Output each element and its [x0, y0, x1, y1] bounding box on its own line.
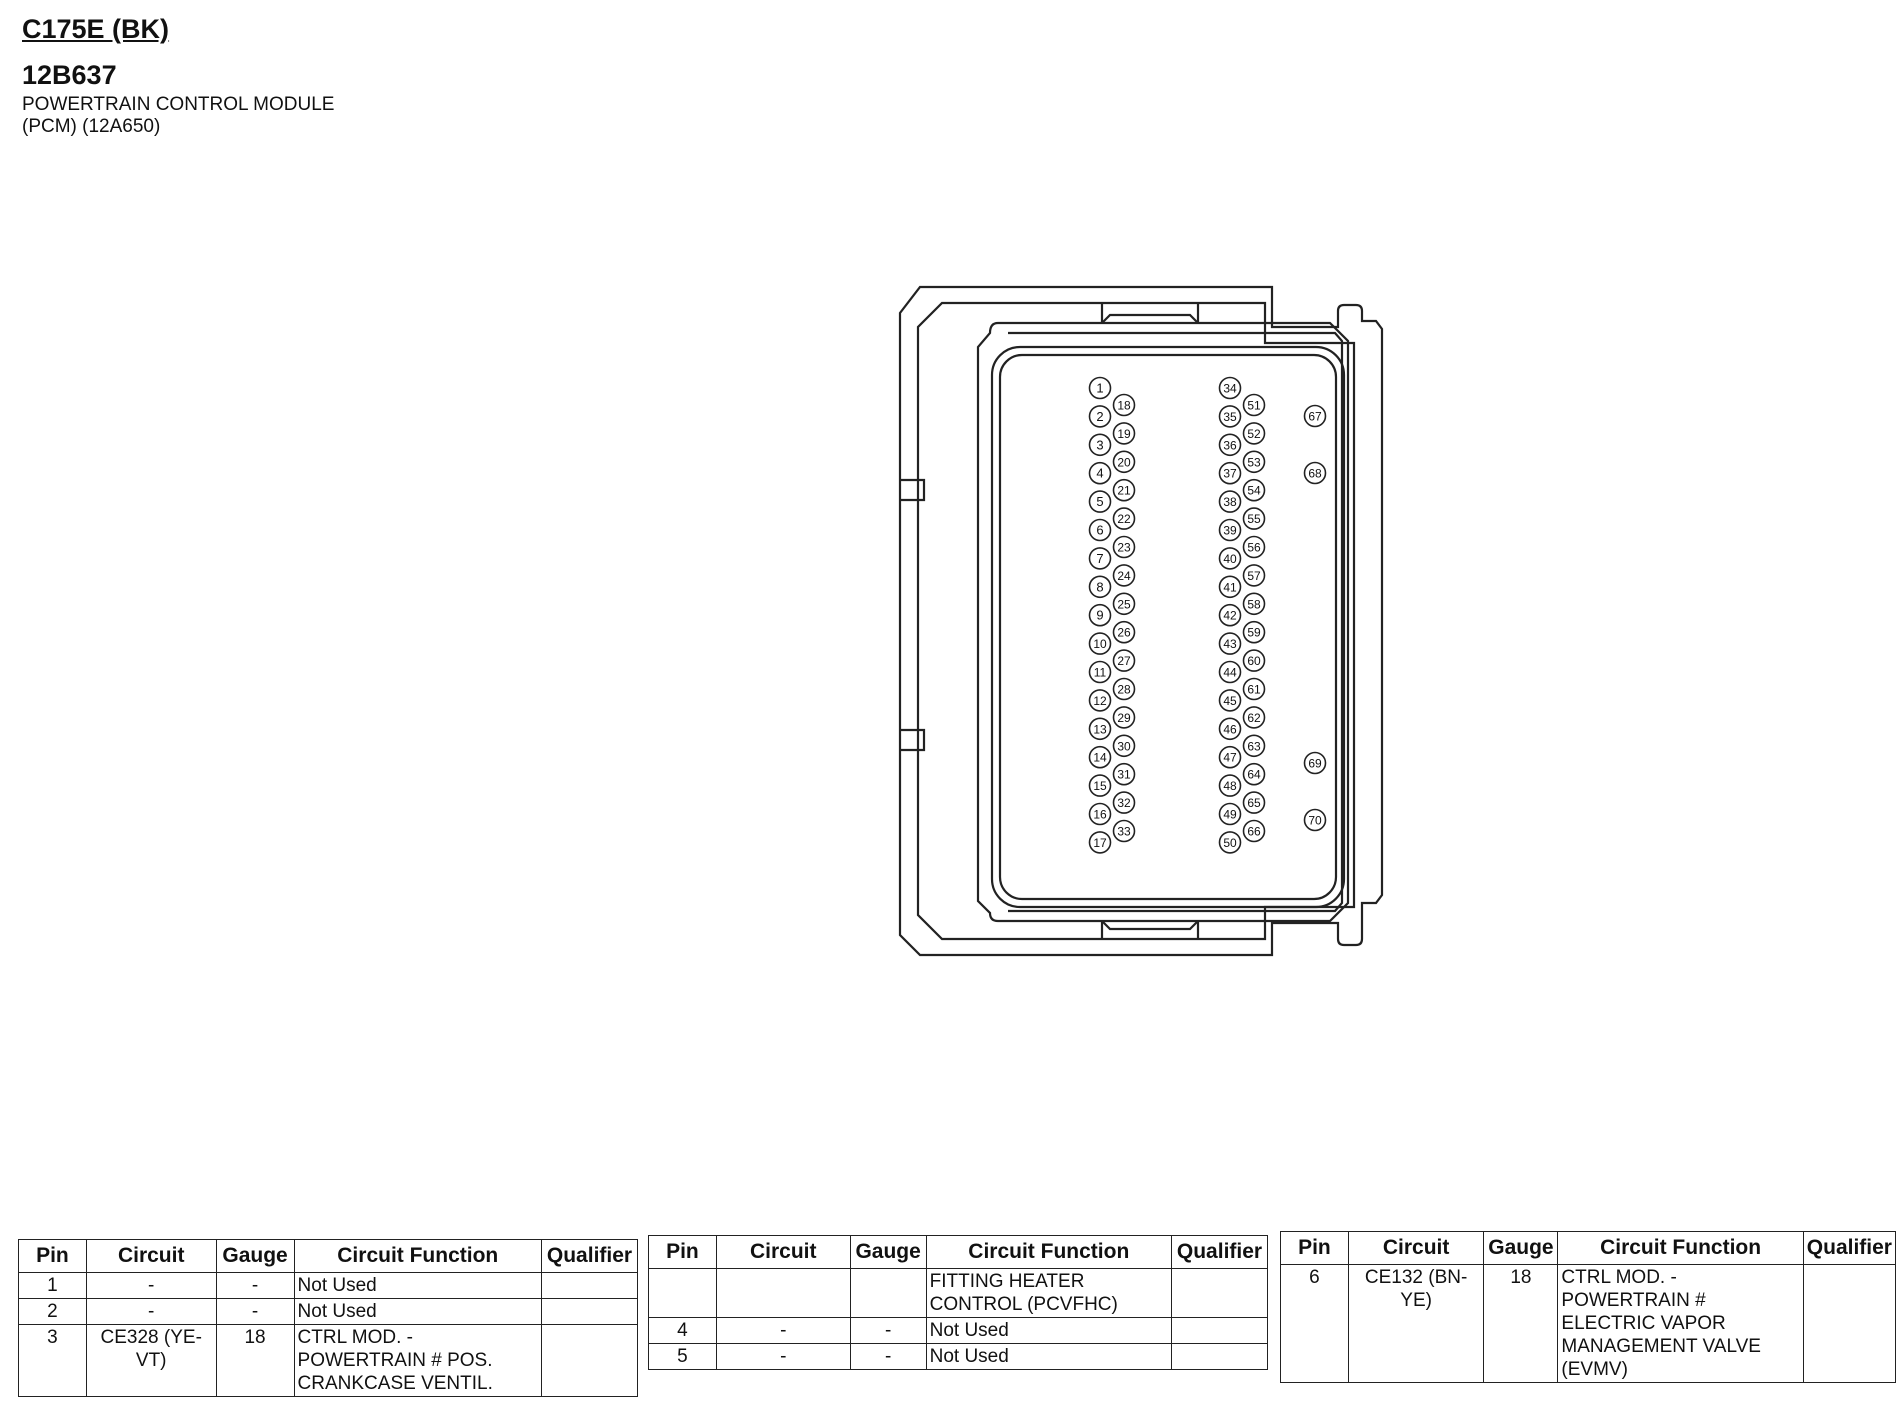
cell-pin: 3 — [19, 1325, 87, 1397]
description-line-2: (PCM) (12A650) — [22, 116, 161, 137]
svg-text:15: 15 — [1093, 779, 1107, 794]
svg-text:25: 25 — [1117, 597, 1131, 612]
svg-text:23: 23 — [1117, 540, 1131, 555]
table-header-row — [19, 1240, 638, 1273]
pin-34 — [1220, 378, 1241, 399]
svg-text:12: 12 — [1093, 693, 1107, 708]
header-qualifier: Qualifier — [1803, 1232, 1895, 1265]
svg-text:22: 22 — [1117, 512, 1131, 527]
cell-circuit — [716, 1269, 850, 1318]
cell-pin: 5 — [649, 1344, 717, 1370]
pin-45 — [1220, 690, 1241, 711]
pin-28 — [1114, 679, 1135, 700]
pin-68 — [1305, 463, 1326, 484]
header-circuit-function: Circuit Function — [926, 1236, 1171, 1269]
header-circuit: Circuit — [1348, 1232, 1484, 1265]
cell-circuit: - — [86, 1299, 216, 1325]
pin-1 — [1090, 378, 1111, 399]
header-gauge: Gauge — [850, 1236, 926, 1269]
cell-gauge — [850, 1269, 926, 1318]
svg-text:45: 45 — [1223, 693, 1237, 708]
pin-38 — [1220, 491, 1241, 512]
svg-text:28: 28 — [1117, 682, 1131, 697]
cell-function: CTRL MOD. - POWERTRAIN # POS. CRANKCASE VENTIL. — [294, 1325, 541, 1397]
cell-qualifier — [1172, 1344, 1268, 1370]
pin-44 — [1220, 662, 1241, 683]
svg-text:37: 37 — [1223, 466, 1237, 481]
pin-48 — [1220, 775, 1241, 796]
svg-text:13: 13 — [1093, 722, 1107, 737]
svg-text:57: 57 — [1247, 568, 1261, 583]
table-header-row — [649, 1236, 1268, 1269]
connector-face-diagram — [880, 275, 1400, 980]
pin-7 — [1090, 548, 1111, 569]
svg-text:32: 32 — [1117, 796, 1131, 811]
pin-table-2 — [648, 1235, 1268, 1370]
pin-36 — [1220, 434, 1241, 455]
cell-pin: 1 — [19, 1273, 87, 1299]
svg-text:19: 19 — [1117, 426, 1131, 441]
svg-text:70: 70 — [1308, 813, 1322, 828]
pin-22 — [1114, 508, 1135, 529]
table-row — [649, 1318, 1268, 1344]
pin-18 — [1114, 395, 1135, 416]
cell-gauge: 18 — [1484, 1265, 1558, 1383]
pin-16 — [1090, 804, 1111, 825]
pin-58 — [1244, 593, 1265, 614]
pin-60 — [1244, 650, 1265, 671]
header-circuit-function: Circuit Function — [1558, 1232, 1803, 1265]
pin-39 — [1220, 520, 1241, 541]
svg-text:14: 14 — [1093, 750, 1107, 765]
pin-69 — [1305, 753, 1326, 774]
table-row — [649, 1269, 1268, 1318]
svg-text:18: 18 — [1117, 398, 1131, 413]
svg-text:51: 51 — [1247, 398, 1261, 413]
header-pin: Pin — [19, 1240, 87, 1273]
pin-3 — [1090, 434, 1111, 455]
svg-text:65: 65 — [1247, 796, 1261, 811]
pin-51 — [1244, 395, 1265, 416]
svg-text:42: 42 — [1223, 608, 1237, 623]
svg-text:24: 24 — [1117, 568, 1131, 583]
pin-table-3 — [1280, 1231, 1896, 1383]
svg-text:30: 30 — [1117, 739, 1131, 754]
cell-qualifier — [1803, 1265, 1895, 1383]
svg-text:66: 66 — [1247, 824, 1261, 839]
connector-outline — [900, 287, 1382, 955]
table-header-row — [1281, 1232, 1896, 1265]
pin-15 — [1090, 775, 1111, 796]
svg-text:48: 48 — [1223, 779, 1237, 794]
cell-gauge: - — [850, 1318, 926, 1344]
cell-qualifier — [542, 1299, 638, 1325]
pin-46 — [1220, 718, 1241, 739]
pin-27 — [1114, 650, 1135, 671]
pin-65 — [1244, 792, 1265, 813]
pin-21 — [1114, 480, 1135, 501]
svg-text:58: 58 — [1247, 597, 1261, 612]
svg-text:35: 35 — [1223, 409, 1237, 424]
svg-text:21: 21 — [1117, 483, 1131, 498]
pin-67 — [1305, 406, 1326, 427]
cell-gauge: - — [850, 1344, 926, 1370]
table-row — [649, 1344, 1268, 1370]
part-number: 12B637 — [22, 60, 117, 90]
svg-text:33: 33 — [1117, 824, 1131, 839]
svg-text:40: 40 — [1223, 551, 1237, 566]
svg-text:9: 9 — [1096, 607, 1104, 623]
pin-62 — [1244, 707, 1265, 728]
svg-text:50: 50 — [1223, 835, 1237, 850]
pin-54 — [1244, 480, 1265, 501]
pin-10 — [1090, 633, 1111, 654]
svg-text:39: 39 — [1223, 523, 1237, 538]
svg-text:3: 3 — [1096, 437, 1104, 453]
cell-pin: 6 — [1281, 1265, 1349, 1383]
cell-qualifier — [1172, 1269, 1268, 1318]
svg-text:6: 6 — [1096, 522, 1104, 538]
cell-function: Not Used — [926, 1344, 1171, 1370]
svg-text:20: 20 — [1117, 455, 1131, 470]
pin-5 — [1090, 491, 1111, 512]
svg-text:4: 4 — [1096, 465, 1104, 481]
pin-9 — [1090, 605, 1111, 626]
svg-text:61: 61 — [1247, 682, 1261, 697]
header-gauge: Gauge — [1484, 1232, 1558, 1265]
svg-text:26: 26 — [1117, 625, 1131, 640]
pin-57 — [1244, 565, 1265, 586]
pin-25 — [1114, 593, 1135, 614]
pin-61 — [1244, 679, 1265, 700]
cell-qualifier — [1172, 1318, 1268, 1344]
cell-circuit: - — [716, 1318, 850, 1344]
svg-text:62: 62 — [1247, 710, 1261, 725]
svg-text:64: 64 — [1247, 767, 1261, 782]
cell-circuit: CE132 (BN-YE) — [1348, 1265, 1484, 1383]
svg-text:41: 41 — [1223, 580, 1237, 595]
svg-text:34: 34 — [1223, 381, 1237, 396]
pin-64 — [1244, 764, 1265, 785]
connector-id: C175E (BK) — [22, 14, 170, 44]
header-circuit: Circuit — [86, 1240, 216, 1273]
pin-47 — [1220, 747, 1241, 768]
svg-text:8: 8 — [1096, 579, 1104, 595]
table-row — [19, 1325, 638, 1397]
cell-function: Not Used — [294, 1299, 541, 1325]
cell-qualifier — [542, 1273, 638, 1299]
cell-pin: 2 — [19, 1299, 87, 1325]
svg-text:54: 54 — [1247, 483, 1261, 498]
svg-text:2: 2 — [1096, 408, 1104, 424]
svg-text:11: 11 — [1093, 665, 1107, 680]
pin-59 — [1244, 622, 1265, 643]
pin-12 — [1090, 690, 1111, 711]
cell-qualifier — [542, 1325, 638, 1397]
header-qualifier: Qualifier — [1172, 1236, 1268, 1269]
header-pin: Pin — [649, 1236, 717, 1269]
pin-29 — [1114, 707, 1135, 728]
table-row — [1281, 1265, 1896, 1383]
svg-text:5: 5 — [1096, 494, 1104, 510]
pin-70 — [1305, 810, 1326, 831]
svg-text:27: 27 — [1117, 654, 1131, 669]
pin-8 — [1090, 576, 1111, 597]
cell-gauge: - — [216, 1273, 294, 1299]
svg-text:63: 63 — [1247, 739, 1261, 754]
svg-text:1: 1 — [1096, 380, 1104, 396]
svg-text:56: 56 — [1247, 540, 1261, 555]
pin-50 — [1220, 832, 1241, 853]
svg-text:17: 17 — [1093, 835, 1107, 850]
cell-gauge: - — [216, 1299, 294, 1325]
svg-text:59: 59 — [1247, 625, 1261, 640]
svg-text:49: 49 — [1223, 807, 1237, 822]
pin-11 — [1090, 662, 1111, 683]
pin-41 — [1220, 576, 1241, 597]
pin-20 — [1114, 451, 1135, 472]
svg-text:60: 60 — [1247, 654, 1261, 669]
pin-42 — [1220, 605, 1241, 626]
svg-text:16: 16 — [1093, 807, 1107, 822]
cell-circuit: - — [716, 1344, 850, 1370]
svg-text:7: 7 — [1096, 550, 1104, 566]
pin-32 — [1114, 792, 1135, 813]
cell-pin: 4 — [649, 1318, 717, 1344]
header-circuit: Circuit — [716, 1236, 850, 1269]
pin-array — [1090, 378, 1326, 853]
pin-2 — [1090, 406, 1111, 427]
cell-function: Not Used — [926, 1318, 1171, 1344]
pin-33 — [1114, 821, 1135, 842]
pin-6 — [1090, 520, 1111, 541]
pin-17 — [1090, 832, 1111, 853]
svg-text:36: 36 — [1223, 438, 1237, 453]
table-row — [19, 1299, 638, 1325]
svg-text:55: 55 — [1247, 512, 1261, 527]
pin-30 — [1114, 735, 1135, 756]
pin-19 — [1114, 423, 1135, 444]
header-qualifier: Qualifier — [542, 1240, 638, 1273]
pin-63 — [1244, 735, 1265, 756]
svg-text:38: 38 — [1223, 495, 1237, 510]
pin-55 — [1244, 508, 1265, 529]
svg-text:43: 43 — [1223, 637, 1237, 652]
pin-53 — [1244, 451, 1265, 472]
svg-text:31: 31 — [1117, 767, 1131, 782]
cell-circuit: - — [86, 1273, 216, 1299]
header-circuit-function: Circuit Function — [294, 1240, 541, 1273]
svg-text:29: 29 — [1117, 710, 1131, 725]
pin-49 — [1220, 804, 1241, 825]
svg-text:67: 67 — [1308, 409, 1322, 424]
pin-4 — [1090, 463, 1111, 484]
svg-text:10: 10 — [1093, 637, 1107, 652]
svg-text:47: 47 — [1223, 750, 1237, 765]
svg-text:68: 68 — [1308, 466, 1322, 481]
svg-text:44: 44 — [1223, 665, 1237, 680]
cell-function: FITTING HEATER CONTROL (PCVFHC) — [926, 1269, 1171, 1318]
header-pin: Pin — [1281, 1232, 1349, 1265]
pin-37 — [1220, 463, 1241, 484]
pin-35 — [1220, 406, 1241, 427]
table-row — [19, 1273, 638, 1299]
cell-circuit: CE328 (YE-VT) — [86, 1325, 216, 1397]
pin-40 — [1220, 548, 1241, 569]
svg-text:53: 53 — [1247, 455, 1261, 470]
pin-23 — [1114, 537, 1135, 558]
cell-pin — [649, 1269, 717, 1318]
pin-52 — [1244, 423, 1265, 444]
pin-table-1 — [18, 1239, 638, 1397]
pin-14 — [1090, 747, 1111, 768]
cell-gauge: 18 — [216, 1325, 294, 1397]
cell-function: Not Used — [294, 1273, 541, 1299]
pin-26 — [1114, 622, 1135, 643]
description-line-1: POWERTRAIN CONTROL MODULE — [22, 94, 335, 115]
pin-56 — [1244, 537, 1265, 558]
pin-31 — [1114, 764, 1135, 785]
pin-24 — [1114, 565, 1135, 586]
pin-43 — [1220, 633, 1241, 654]
module-description — [22, 94, 334, 138]
svg-text:52: 52 — [1247, 426, 1261, 441]
pin-13 — [1090, 718, 1111, 739]
header-gauge: Gauge — [216, 1240, 294, 1273]
pin-66 — [1244, 821, 1265, 842]
cell-function: CTRL MOD. - POWERTRAIN # ELECTRIC VAPOR MANAGEMENT VALVE (EVMV) — [1558, 1265, 1803, 1383]
svg-text:46: 46 — [1223, 722, 1237, 737]
svg-text:69: 69 — [1308, 756, 1322, 771]
